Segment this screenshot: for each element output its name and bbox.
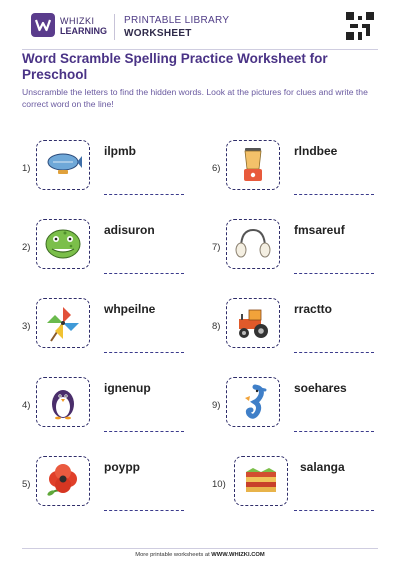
scrambled-word: adisuron: [104, 223, 155, 237]
scrambled-word: rlndbee: [294, 144, 338, 158]
footer-text: More printable worksheets at: [135, 552, 212, 558]
qr-code-icon: [346, 12, 374, 40]
question-item-5: [22, 456, 202, 528]
pinwheel-icon: [43, 303, 83, 343]
question-item-3: [22, 298, 202, 370]
answer-line[interactable]: [104, 431, 184, 432]
page-footer: [22, 548, 378, 558]
question-number: 6): [212, 163, 221, 174]
earmuffs-icon: [233, 224, 273, 264]
blimp-icon: [43, 145, 83, 185]
penguin-icon: [43, 382, 83, 422]
scrambled-word: ilpmb: [104, 144, 136, 158]
question-number: 5): [22, 479, 31, 490]
page-header: [22, 11, 378, 50]
header-divider: [114, 14, 115, 40]
instructions: Unscramble the letters to find the hidden words. Look at the pictures for clues and write the correct word on the line!: [22, 87, 368, 109]
question-number: 7): [212, 242, 221, 253]
scrambled-word: salanga: [300, 460, 345, 474]
logo-line2: LEARNING: [60, 26, 107, 36]
question-item-8: [212, 298, 392, 370]
question-number: 4): [22, 400, 31, 411]
question-item-2: [22, 219, 202, 291]
answer-line[interactable]: [294, 352, 374, 353]
question-number: 1): [22, 163, 31, 174]
question-item-4: [22, 377, 202, 449]
picture-box: [36, 456, 90, 506]
question-number: 3): [22, 321, 31, 332]
dinosaur-icon: [43, 224, 83, 264]
tractor-icon: [233, 303, 273, 343]
footer-link[interactable]: WWW.WHIZKI.COM: [211, 552, 265, 558]
answer-line[interactable]: [104, 273, 184, 274]
scrambled-word: ignenup: [104, 381, 151, 395]
logo-text: [60, 16, 107, 36]
scrambled-word: poypp: [104, 460, 140, 474]
whizki-logo-icon: [31, 13, 55, 37]
answer-line[interactable]: [294, 510, 374, 511]
question-number: 8): [212, 321, 221, 332]
answer-line[interactable]: [294, 273, 374, 274]
question-item-6: [212, 140, 392, 212]
page-title: Word Scramble Spelling Practice Worksheet for Preschool: [22, 51, 328, 82]
question-number: 10): [212, 479, 226, 490]
scrambled-word: whpeilne: [104, 302, 156, 316]
picture-box: [36, 377, 90, 427]
header-title: PRINTABLE LIBRARY: [124, 15, 230, 26]
question-item-7: [212, 219, 392, 291]
answer-line[interactable]: [294, 194, 374, 195]
blender-icon: [233, 145, 273, 185]
header-subtitle: WORKSHEET: [124, 28, 192, 39]
lasagna-icon: [241, 461, 281, 501]
scrambled-word: soehares: [294, 381, 347, 395]
picture-box: [36, 140, 90, 190]
picture-box: [226, 140, 280, 190]
scrambled-word: fmsareuf: [294, 223, 345, 237]
picture-box: [36, 298, 90, 348]
picture-box: [234, 456, 288, 506]
picture-box: [226, 377, 280, 427]
picture-box: [226, 298, 280, 348]
question-item-10: [212, 456, 392, 528]
poppy-icon: [43, 461, 83, 501]
answer-line[interactable]: [104, 194, 184, 195]
answer-line[interactable]: [294, 431, 374, 432]
logo-line1: WHIZKI: [60, 16, 95, 26]
scrambled-word: rractto: [294, 302, 333, 316]
answer-line[interactable]: [104, 510, 184, 511]
picture-box: [226, 219, 280, 269]
question-item-1: [22, 140, 202, 212]
seahorse-icon: [233, 382, 273, 422]
question-number: 9): [212, 400, 221, 411]
picture-box: [36, 219, 90, 269]
question-number: 2): [22, 242, 31, 253]
question-item-9: [212, 377, 392, 449]
answer-line[interactable]: [104, 352, 184, 353]
